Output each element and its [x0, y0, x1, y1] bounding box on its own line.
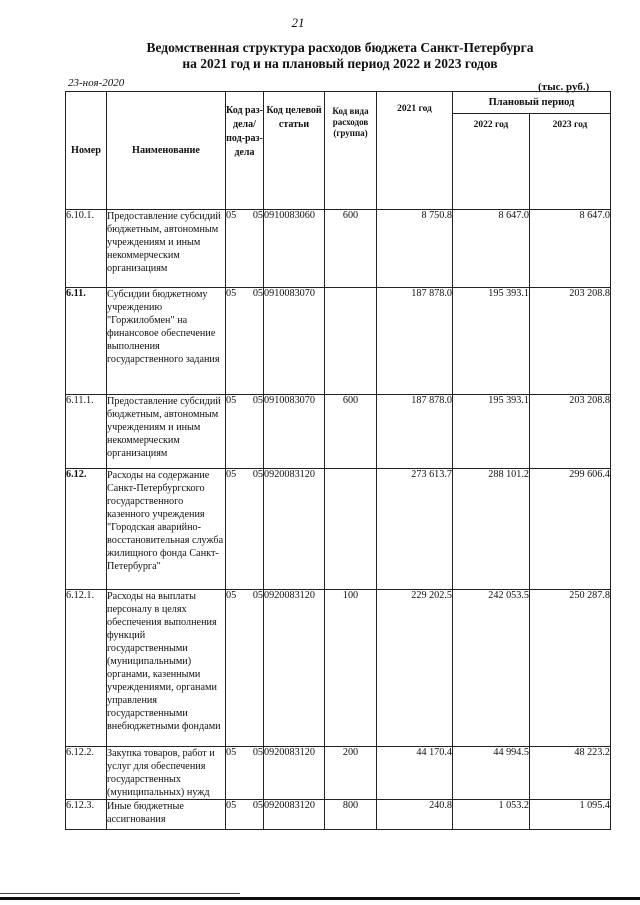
- row-amount-2023: 48 223.2: [530, 747, 611, 800]
- row-target-code: 0920083120: [264, 800, 325, 830]
- row-amount-2022: 242 053.5: [453, 590, 530, 747]
- header-2023: 2023 год: [530, 114, 611, 210]
- row-amount-2023: 299 606.4: [530, 469, 611, 590]
- row-number: 6.11.1.: [66, 395, 107, 469]
- row-target-code: 0910083070: [264, 288, 325, 395]
- page-title: [130, 40, 550, 72]
- table-row: [66, 590, 611, 747]
- row-section-code: [226, 395, 264, 469]
- title-line-1: Ведомственная структура расходов бюджета Санкт-Петербурга: [146, 40, 534, 55]
- row-amount-2021: 273 613.7: [377, 469, 453, 590]
- row-amount-2021: 8 750.8: [377, 210, 453, 288]
- row-expense-type: 800: [325, 800, 377, 830]
- row-target-code: 0920083120: [264, 469, 325, 590]
- row-razdel: 05: [226, 395, 237, 406]
- footer-rule-thin: [0, 893, 240, 894]
- row-amount-2023: 8 647.0: [530, 210, 611, 288]
- row-podrazdel: 05: [252, 210, 263, 221]
- row-section-code: [226, 469, 264, 590]
- row-target-code: 0910083060: [264, 210, 325, 288]
- row-amount-2023: 1 095.4: [530, 800, 611, 830]
- row-amount-2022: 195 393.1: [453, 395, 530, 469]
- row-target-code: 0920083120: [264, 590, 325, 747]
- row-expense-type: [325, 288, 377, 395]
- header-number: Номер: [66, 92, 107, 210]
- row-name: Расходы на содержание Санкт-Петербургского государственного казенного учреждения "Городская аварийно-восстановительная служба жилищного фонда Санкт-Петербурга": [107, 469, 226, 590]
- row-amount-2021: 240.8: [377, 800, 453, 830]
- header-section-code: Код раз-дела/ под-раз-дела: [226, 92, 264, 210]
- header-name: Наименование: [107, 92, 226, 210]
- row-number: 6.12.: [66, 469, 107, 590]
- row-section-code: [226, 747, 264, 800]
- row-podrazdel: 05: [252, 288, 263, 299]
- row-amount-2023: 203 208.8: [530, 288, 611, 395]
- page-number: 21: [291, 15, 305, 30]
- table-row: [66, 469, 611, 590]
- header-target-code: Код целевой статьи: [264, 92, 325, 210]
- document-date: 23-ноя-2020: [68, 77, 125, 89]
- table-row: [66, 210, 611, 288]
- row-section-code: [226, 210, 264, 288]
- row-amount-2021: 187 878.0: [377, 288, 453, 395]
- header-2021: 2021 год: [377, 92, 453, 210]
- row-number: 6.11.: [66, 288, 107, 395]
- row-amount-2022: 195 393.1: [453, 288, 530, 395]
- row-target-code: 0910083070: [264, 395, 325, 469]
- row-amount-2021: 229 202.5: [377, 590, 453, 747]
- row-podrazdel: 05: [252, 469, 263, 480]
- row-podrazdel: 05: [252, 747, 263, 758]
- row-amount-2023: 203 208.8: [530, 395, 611, 469]
- row-expense-type: [325, 469, 377, 590]
- row-amount-2022: 1 053.2: [453, 800, 530, 830]
- row-razdel: 05: [226, 288, 237, 299]
- units-label: (тыс. руб.): [538, 81, 590, 93]
- row-section-code: [226, 800, 264, 830]
- row-section-code: [226, 288, 264, 395]
- row-razdel: 05: [226, 469, 237, 480]
- row-amount-2022: 288 101.2: [453, 469, 530, 590]
- row-razdel: 05: [226, 210, 237, 221]
- row-section-code: [226, 590, 264, 747]
- row-razdel: 05: [226, 747, 237, 758]
- row-expense-type: 200: [325, 747, 377, 800]
- header-plan-period: Плановый период: [453, 92, 611, 114]
- budget-table: [65, 91, 611, 830]
- header-2022: 2022 год: [453, 114, 530, 210]
- row-name: Предоставление субсидий бюджетным, автономным учреждениям и иным некоммерческим организациям: [107, 395, 226, 469]
- row-podrazdel: 05: [252, 800, 263, 811]
- row-name: Предоставление субсидий бюджетным, автономным учреждениям и иным некоммерческим организациям: [107, 210, 226, 288]
- table-row: [66, 395, 611, 469]
- row-expense-type: 600: [325, 210, 377, 288]
- header-expense-type: Код вида расходов (группа): [325, 92, 377, 210]
- row-podrazdel: 05: [252, 590, 263, 601]
- row-name: Расходы на выплаты персоналу в целях обеспечения выполнения функций государственными (муниципальными) органами, казенными учреждениями, органами управления государственными внебюджетными фондами: [107, 590, 226, 747]
- table-row: [66, 288, 611, 395]
- row-amount-2022: 44 994.5: [453, 747, 530, 800]
- row-name: Субсидии бюджетному учреждению "Горжилобмен" на финансовое обеспечение выполнения государственного задания: [107, 288, 226, 395]
- row-razdel: 05: [226, 590, 237, 601]
- row-podrazdel: 05: [252, 395, 263, 406]
- row-name: Иные бюджетные ассигнования: [107, 800, 226, 830]
- row-name: Закупка товаров, работ и услуг для обеспечения государственных (муниципальных) нужд: [107, 747, 226, 800]
- row-amount-2021: 44 170.4: [377, 747, 453, 800]
- row-amount-2023: 250 287.8: [530, 590, 611, 747]
- row-amount-2022: 8 647.0: [453, 210, 530, 288]
- row-target-code: 0920083120: [264, 747, 325, 800]
- table-row: [66, 747, 611, 800]
- title-line-2: на 2021 год и на плановый период 2022 и 2023 годов: [182, 56, 498, 71]
- row-razdel: 05: [226, 800, 237, 811]
- row-expense-type: 600: [325, 395, 377, 469]
- footer-rule: [0, 897, 640, 900]
- row-number: 6.12.2.: [66, 747, 107, 800]
- row-expense-type: 100: [325, 590, 377, 747]
- row-amount-2021: 187 878.0: [377, 395, 453, 469]
- table-row: [66, 800, 611, 830]
- row-number: 6.12.3.: [66, 800, 107, 830]
- row-number: 6.10.1.: [66, 210, 107, 288]
- row-number: 6.12.1.: [66, 590, 107, 747]
